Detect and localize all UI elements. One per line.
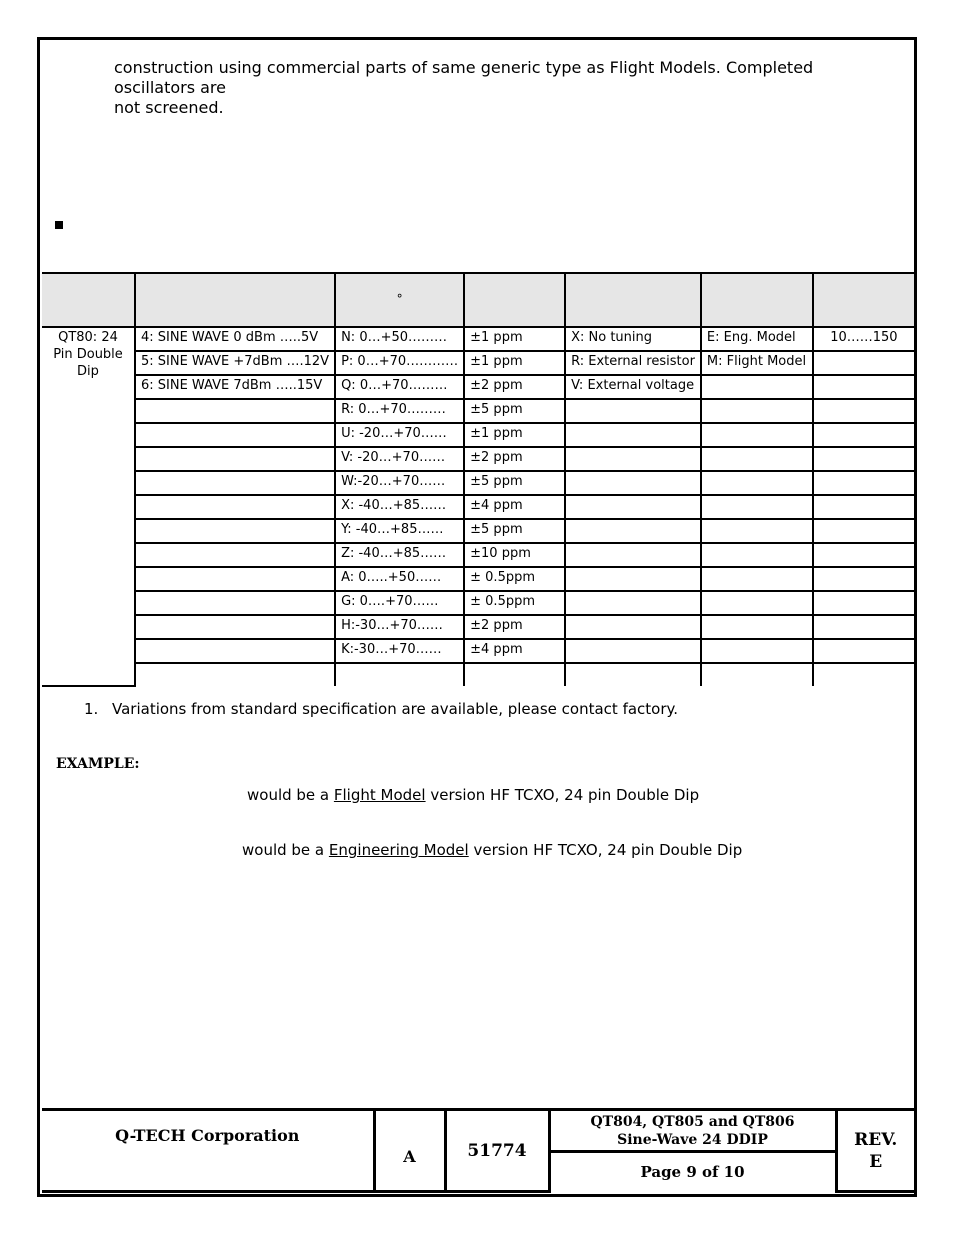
document-title-line-1: QT804, QT805 and QT806	[590, 1113, 795, 1130]
table-cell	[135, 423, 335, 447]
table-cell	[135, 591, 335, 615]
table-cell	[135, 399, 335, 423]
table-cell	[135, 567, 335, 591]
table-cell	[701, 471, 813, 495]
footnote-text: Variations from standard specification are available, please contact factory.	[112, 700, 679, 718]
table-cell	[135, 447, 335, 471]
document-title-line-2: Sine-Wave 24 DDIP	[617, 1131, 768, 1148]
table-row	[42, 375, 914, 399]
table-row	[42, 567, 914, 591]
table-cell	[813, 567, 914, 591]
table-cell: Q: 0…+70………	[335, 375, 464, 399]
size-code: A	[374, 1110, 445, 1192]
table-cell	[701, 543, 813, 567]
table-cell	[565, 519, 701, 543]
table-row	[42, 495, 914, 519]
header-cell-temperature	[335, 273, 464, 327]
table-cell	[813, 351, 914, 375]
table-cell: 10……150	[813, 327, 914, 351]
header-cell	[565, 273, 701, 327]
table-cell	[813, 471, 914, 495]
table-cell	[701, 615, 813, 639]
table-cell: Z: -40…+85……	[335, 543, 464, 567]
example-text: version HF TCXO, 24 pin Double Dip	[425, 786, 700, 804]
table-cell: U: -20…+70……	[335, 423, 464, 447]
example-line-2	[242, 841, 742, 859]
table-cell: A: 0…..+50……	[335, 567, 464, 591]
table-cell	[565, 423, 701, 447]
table-cell: R: 0…+70………	[335, 399, 464, 423]
table-cell: 5: SINE WAVE +7dBm ….12V	[135, 351, 335, 375]
table-cell	[701, 567, 813, 591]
table-cell	[701, 495, 813, 519]
table-cell: ±2 ppm	[464, 375, 565, 399]
table-row	[42, 471, 914, 495]
table-cell: ±1 ppm	[464, 423, 565, 447]
table-cell: K:-30…+70……	[335, 639, 464, 663]
table-cell	[135, 639, 335, 663]
title-block	[42, 1108, 914, 1193]
table-cell	[701, 591, 813, 615]
table-cell	[565, 471, 701, 495]
table-cell: ± 0.5ppm	[464, 591, 565, 615]
table-cell	[135, 663, 335, 686]
table-cell: E: Eng. Model	[701, 327, 813, 351]
example-text: would be a	[242, 841, 329, 859]
table-cell	[701, 399, 813, 423]
table-cell	[565, 591, 701, 615]
header-cell	[813, 273, 914, 327]
cage-code: 51774	[445, 1110, 549, 1192]
example-line-1	[247, 786, 699, 804]
table-cell	[565, 615, 701, 639]
table-cell	[565, 495, 701, 519]
table-cell	[135, 519, 335, 543]
example-text: would be a	[247, 786, 334, 804]
table-cell: ±2 ppm	[464, 447, 565, 471]
table-cell: X: No tuning	[565, 327, 701, 351]
table-cell: V: External voltage	[565, 375, 701, 399]
table-cell	[813, 591, 914, 615]
table-cell	[565, 639, 701, 663]
table-cell	[701, 519, 813, 543]
table-cell	[813, 495, 914, 519]
table-cell	[813, 423, 914, 447]
table-cell: ±5 ppm	[464, 519, 565, 543]
table-cell	[135, 615, 335, 639]
table-row	[42, 615, 914, 639]
table-cell	[565, 399, 701, 423]
model-cell: QT80: 24 Pin Double Dip	[42, 327, 135, 686]
table-cell: ±2 ppm	[464, 615, 565, 639]
table-cell: 4: SINE WAVE 0 dBm …..5V	[135, 327, 335, 351]
header-cell	[42, 273, 135, 327]
header-cell	[701, 273, 813, 327]
table-cell: P: 0…+70…………	[335, 351, 464, 375]
table-cell: W:-20…+70……	[335, 471, 464, 495]
table-cell: ± 0.5ppm	[464, 567, 565, 591]
table-row	[42, 327, 914, 351]
engineering-model-text: Engineering Model	[328, 841, 469, 859]
table-cell	[135, 495, 335, 519]
table-cell	[813, 447, 914, 471]
table-cell	[464, 663, 565, 686]
table-cell	[813, 519, 914, 543]
table-cell: Y: -40…+85……	[335, 519, 464, 543]
footnote	[84, 700, 678, 718]
table-cell	[565, 663, 701, 686]
table-cell: H:-30…+70……	[335, 615, 464, 639]
table-cell: ±4 ppm	[464, 639, 565, 663]
company-name: Q-TECH Corporation	[42, 1110, 374, 1192]
table-cell: N: 0…+50………	[335, 327, 464, 351]
table-cell	[565, 567, 701, 591]
table-cell: V: -20…+70……	[335, 447, 464, 471]
header-cell	[135, 273, 335, 327]
table-cell	[701, 639, 813, 663]
table-cell: R: External resistor	[565, 351, 701, 375]
table-cell	[701, 447, 813, 471]
ordering-table	[42, 272, 914, 687]
table-cell	[813, 399, 914, 423]
intro-line-2: not screened.	[114, 98, 224, 117]
intro-line-1: construction using commercial parts of same generic type as Flight Models. Completed oscillators are	[114, 58, 814, 97]
table-cell	[135, 543, 335, 567]
flight-model-text: Flight Model	[333, 786, 426, 804]
table-cell: M: Flight Model	[701, 351, 813, 375]
table-cell	[565, 543, 701, 567]
table-cell	[813, 663, 914, 686]
table-row	[42, 663, 914, 686]
table-cell: 6: SINE WAVE 7dBm …..15V	[135, 375, 335, 399]
table-cell: G: 0….+70……	[335, 591, 464, 615]
table-row	[42, 423, 914, 447]
example-text: version HF TCXO, 24 pin Double Dip	[468, 841, 743, 859]
degree-symbol: °	[396, 292, 403, 306]
revision	[836, 1110, 914, 1192]
table-cell	[813, 639, 914, 663]
table-header-row	[42, 273, 914, 327]
footnote-number: 1.	[84, 700, 99, 718]
table-cell: ±10 ppm	[464, 543, 565, 567]
table-cell	[813, 615, 914, 639]
table-cell	[135, 471, 335, 495]
document-title	[549, 1110, 836, 1152]
table-cell: ±5 ppm	[464, 399, 565, 423]
table-row	[42, 519, 914, 543]
table-cell	[813, 375, 914, 399]
table-row	[42, 447, 914, 471]
bullet-square-icon	[55, 221, 63, 229]
table-cell	[335, 663, 464, 686]
page-frame	[37, 37, 917, 1197]
table-row	[42, 351, 914, 375]
header-cell	[464, 273, 565, 327]
revision-label: REV.	[854, 1129, 898, 1150]
table-cell: X: -40…+85……	[335, 495, 464, 519]
table-row	[42, 399, 914, 423]
table-cell	[701, 663, 813, 686]
table-cell: ±1 ppm	[464, 351, 565, 375]
table-row	[42, 543, 914, 567]
table-cell	[565, 447, 701, 471]
table-cell: ±5 ppm	[464, 471, 565, 495]
table-cell	[813, 543, 914, 567]
table-row	[42, 639, 914, 663]
table-row	[42, 591, 914, 615]
intro-paragraph	[114, 58, 894, 118]
table-cell: ±4 ppm	[464, 495, 565, 519]
table-cell	[701, 423, 813, 447]
revision-letter: E	[869, 1151, 883, 1172]
page-number: Page 9 of 10	[549, 1152, 836, 1192]
example-label: EXAMPLE:	[56, 756, 140, 772]
table-cell: ±1 ppm	[464, 327, 565, 351]
table-cell	[701, 375, 813, 399]
